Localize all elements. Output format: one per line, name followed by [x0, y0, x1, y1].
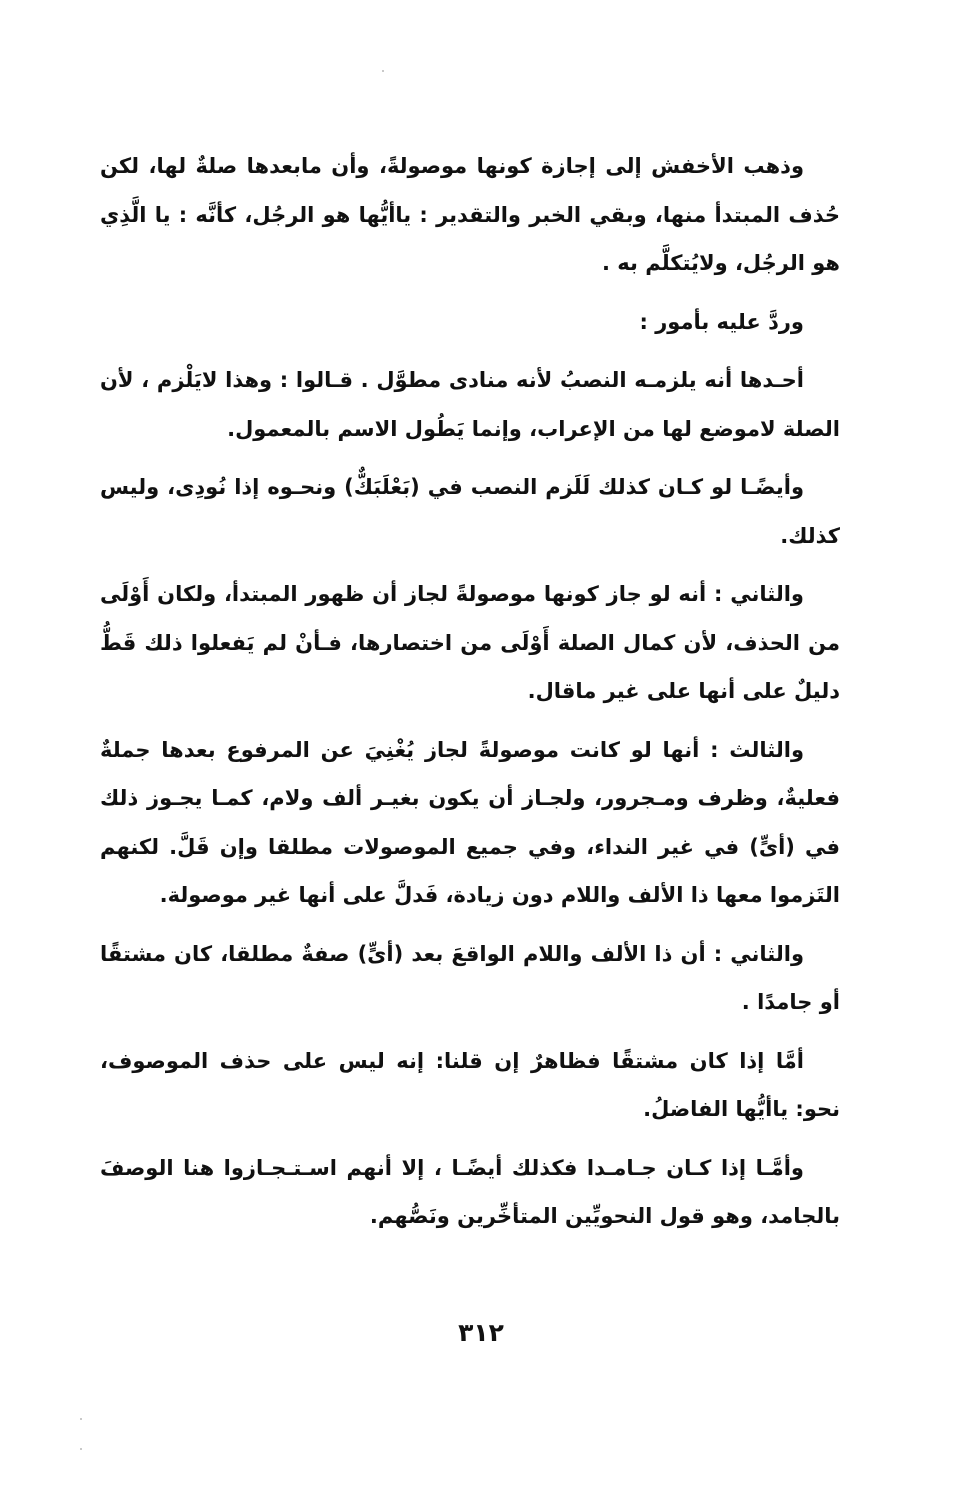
paragraph-third-objection: والثالث : أنها لو كانت موصولةً لجاز يُغْنِيَ عن المرفوع بعدها جملةٌ فعليةٌ، وظرف ومـجرور، ولجـاز أن يكون بغيـر ألف ولام، كمـا يجـوز ذلك في (أىٍّ) في غير النداء، وفي جميع الموصولات مطلقا وإن قَلَّ. لكنهم التَزموا معها ذا الألف واللام دون زيادة، فَدلَّ على أنها غير موصولة. — [100, 737, 840, 907]
paragraph-objections-intro: وردَّ عليه بأمور : — [639, 309, 804, 334]
paragraph-derived: أمَّا إذا كان مشتقًا فظاهرٌ إن قلنا: إنه ليس على حذف الموصوف، نحو: ياأيُّها الفاضلُ. — [100, 1048, 840, 1121]
scan-speck — [80, 1418, 82, 1420]
paragraph-akhfash: وذهب الأخفش إلى إجازة كونها موصولةً، وأن مابعدها صلةٌ لها، لكن حُذف المبتدأ منها، وبقي الخبر والتقدير : ياأيُّها هو الرجُل، كأنَّه : يا الَّذِي هو الرجُل، ولايُتكلَّم به . — [100, 154, 840, 275]
paragraph-second-objection: والثاني : أنه لو جاز كونها موصولةً لجاز أن ظهور المبتدأ، ولكان أَوْلَى من الحذف، لأن كمال الصلة أَوْلَى من اختصارها، فـأنْ لم يَفعلوا ذلك قَطُّ دليلٌ على أنها على غير ماقال. — [100, 582, 840, 703]
paragraph-rigid: وأمَّـا إذا كـان جـامـدا فكذلك أيضًـا ، إلا أنهم اسـتـجـازوا هنا الوصفَ بالجامد، وهو قول النحويِّين المتأخِّرين ونَصُّهم. — [100, 1155, 840, 1228]
page-number: ٣١٢ — [458, 1318, 504, 1347]
scan-speck — [80, 1448, 82, 1450]
scan-speck — [382, 70, 384, 72]
paragraph-first-objection: أحـدها أنه يلزمـه النصبُ لأنه منادى مطوَّل . قـالوا : وهذا لايَلْزم ، لأن الصلة لاموضع لها من الإعراب، وإنما يَطُول الاسم بالمعمول. — [100, 368, 840, 441]
paragraph-second-point: والثاني : أن ذا الألف واللام الواقعَ بعد (أىٍّ) صفةٌ مطلقا، كان مشتقًا أو جامدًا . — [100, 941, 840, 1014]
body-text — [100, 142, 840, 1251]
paragraph-baalbak: وأيضًـا لو كـان كذلك لَلَزم النصب في (بَعْلَبَكٌّ) ونحـوه إذا نُودِى، وليس كذلك. — [100, 475, 840, 548]
